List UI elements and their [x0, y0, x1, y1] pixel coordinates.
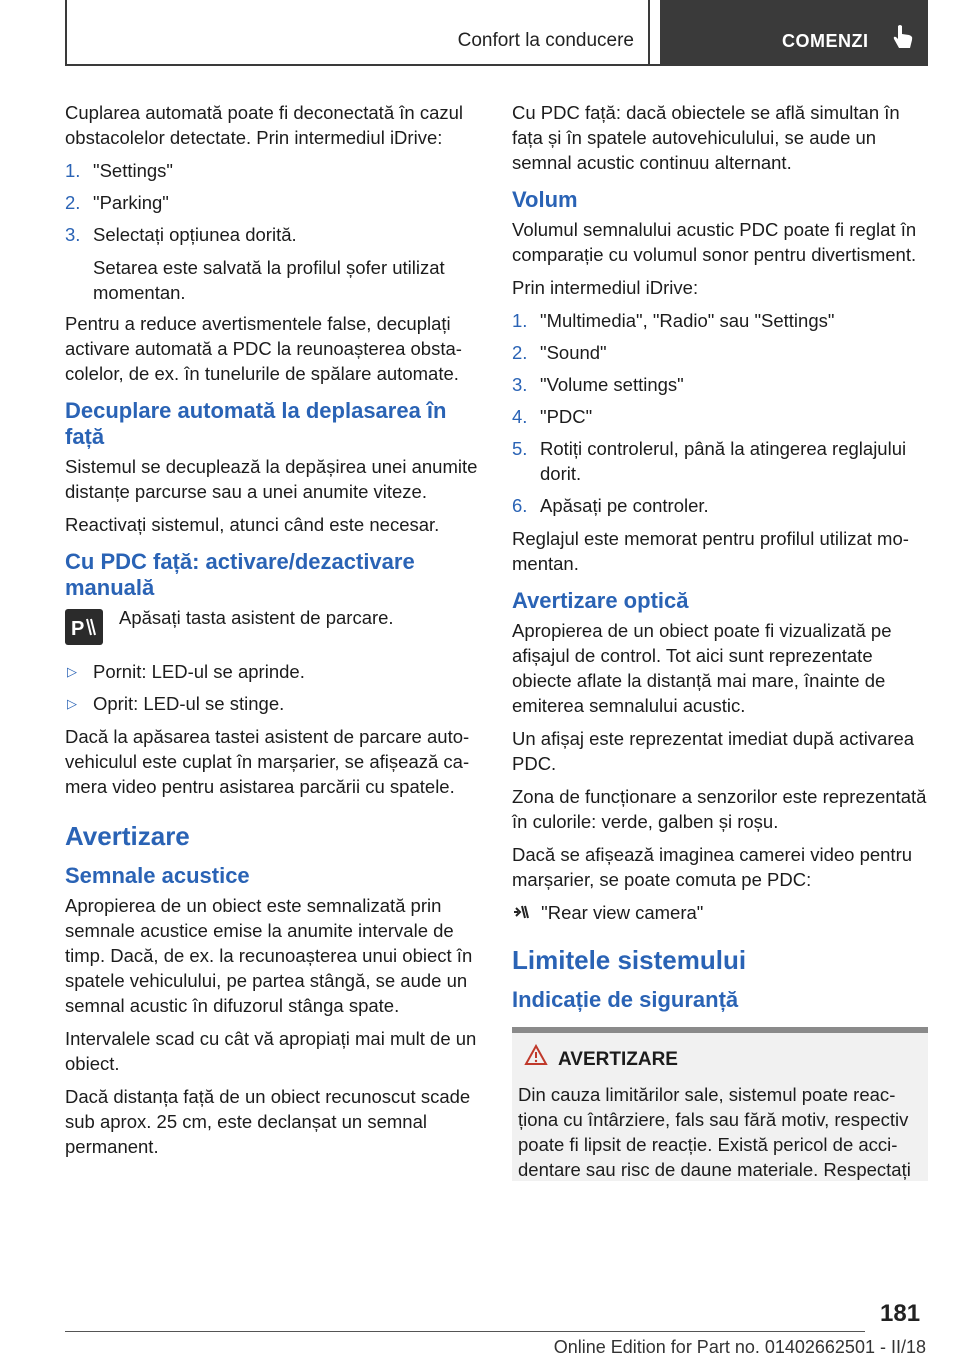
step-number: 5.: [512, 438, 528, 459]
volume-steps-list: [512, 308, 928, 518]
step-text: "Sound": [540, 342, 607, 363]
volum-paragraph: Volumul semnalului acustic PDC poate fi reglat în comparație cu volumul sonor pentru divertisment.: [512, 219, 917, 265]
pdc-camera-icon: [512, 902, 536, 927]
bullet-text: Pornit: LED-ul se aprinde.: [93, 661, 305, 682]
page-number: 181: [880, 1300, 921, 1327]
warning-text: Din cauza limitărilor sale, sistemul poate reacționa cu întârziere, fals sau fără motiv, respectiv poate fi lipsit de reacție. Există pericol de accidentare sau risc de daune materiale. Respectați: [518, 1083, 911, 1180]
warning-title-text: AVERTIZARE: [558, 1048, 678, 1070]
warning-box: [512, 1027, 928, 1181]
list-item: [512, 493, 928, 518]
step-text: "Multimedia", "Radio" sau "Settings": [540, 310, 835, 331]
list-item: [512, 340, 928, 365]
footer-edition: Online Edition for Part no. 01402662501 - II/18: [553, 1337, 926, 1357]
list-item: [65, 659, 481, 684]
rear-camera-text: "Rear view camera": [541, 902, 704, 923]
heading-volum: Volum: [512, 187, 578, 212]
warning-triangle-icon: [524, 1044, 548, 1066]
pdc-paragraph: Cu PDC față: dacă obiectele se află simultan în fața și în spatele autovehiculului, se aude un semnal acustic continuu alternant.: [512, 102, 900, 173]
led-status-list: [65, 659, 481, 716]
step-text: "PDC": [540, 406, 593, 427]
reduce-paragraph: Pentru a reduce avertismentele false, decuplați activare automată a PDC la reunoașterea obstacolelor, de ex. în tunelurile de spălare automate.: [65, 313, 462, 384]
step-number: 4.: [512, 406, 528, 427]
header-divider: [65, 64, 928, 66]
hand-pointer-icon: [892, 24, 914, 55]
reglaj-paragraph: Reglajul este memorat pentru profilul utilizat momentan.: [512, 528, 909, 574]
rear-camera-line: [512, 900, 928, 927]
header-chapter-tab: [660, 0, 928, 64]
triangle-bullet-icon: ▷: [67, 696, 77, 711]
heading-semnale: Semnale acustice: [65, 863, 250, 888]
header-section-title: Confort la conducere: [457, 30, 634, 51]
page-header: [0, 0, 960, 66]
list-item: [65, 222, 481, 247]
decuplare-paragraph-1: Sistemul se decuplează la depășirea unei anumite distanțe parcurse sau a unei anumite viteze.: [65, 456, 478, 502]
step-number: 3.: [512, 374, 528, 395]
decuplare-paragraph-2: Reactivați sistemul, atunci când este necesar.: [65, 514, 440, 535]
list-item: [512, 436, 928, 486]
step-number: 1.: [65, 160, 81, 181]
list-item: [65, 691, 481, 716]
optica-paragraph-4: Dacă se afișează imaginea camerei video pentru marșarier, se poate comuta pe PDC:: [512, 844, 913, 890]
step-text: "Volume settings": [540, 374, 684, 395]
step-number: 2.: [65, 192, 81, 213]
step-text: "Settings": [93, 160, 173, 181]
list-item: [512, 372, 928, 397]
step-note: Setarea este salvată la profilul șofer utilizat momentan.: [93, 257, 445, 303]
svg-text:P: P: [71, 618, 85, 640]
semnale-paragraph-3: Dacă distanța față de un obiect recunoscut scade sub aprox. 25 cm, este declanșat un semnal permanent.: [65, 1086, 471, 1157]
left-column: [65, 100, 481, 1167]
step-text: "Parking": [93, 192, 169, 213]
optica-paragraph-3: Zona de funcționare a senzorilor este reprezentată în culorile: verde, galben și roșu.: [512, 786, 927, 832]
optica-paragraph-2: Un afișaj este reprezentat imediat după activarea PDC.: [512, 728, 915, 774]
idrive-paragraph: Prin intermediul iDrive:: [512, 277, 699, 298]
camera-paragraph: Dacă la apăsarea tastei asistent de parcare autovehiculul este cuplat în marșarier, se afișează camera video pentru asistarea parcării cu spatele.: [65, 726, 470, 797]
header-chapter-title: COMENZI: [782, 31, 869, 51]
list-item: [512, 308, 928, 333]
list-item: [512, 404, 928, 429]
step-number: 6.: [512, 495, 528, 516]
step-number: 1.: [512, 310, 528, 331]
step-number: 2.: [512, 342, 528, 363]
semnale-paragraph-1: Apropierea de un obiect este semnalizată prin semnale acustice emise la anumite intervale de timp. Dacă, de ex. la recunoașterea unui obiect în spatele vehiculului, pe partea stângă, se aude un semnal acustic în difuzorul stânga spate.: [65, 895, 473, 1016]
warning-title: [518, 1047, 920, 1072]
step-text: Rotiți controlerul, până la atingerea reglajului dorit.: [540, 438, 907, 484]
heading-avertizare: Avertizare: [65, 821, 190, 851]
optica-paragraph-1: Apropierea de un obiect poate fi vizualizată pe afișajul de control. Tot aici sunt reprezentate obiecte aflate la distanță mai mare, înainte de emiterea semnalului acustic.: [512, 620, 892, 716]
step-number: 3.: [65, 224, 81, 245]
heading-limitele: Limitele sistemului: [512, 944, 747, 975]
semnale-paragraph-2: Intervalele scad cu cât vă apropiați mai mult de un obiect.: [65, 1028, 477, 1074]
triangle-bullet-icon: ▷: [67, 664, 77, 679]
heading-siguranta: Indicație de siguranță: [512, 986, 739, 1012]
heading-decuplare: Decuplare automată la deplasarea în față: [65, 398, 447, 449]
parking-button-instruction: [65, 605, 481, 649]
intro-paragraph: Cuplarea automată poate fi deconectată în cazul obstacolelor detectate. Prin intermediul iDrive:: [65, 102, 464, 148]
footer-divider: [65, 1331, 865, 1332]
header-section: [67, 0, 650, 64]
parking-assistant-button-icon: [65, 609, 103, 645]
heading-optica: Avertizare optică: [512, 588, 689, 613]
right-column: [512, 100, 928, 1181]
idrive-steps-list: [65, 158, 481, 247]
parking-button-text: Apăsați tasta asistent de parcare.: [119, 607, 394, 628]
list-item: [65, 158, 481, 183]
step-text: Apăsați pe controler.: [540, 495, 709, 516]
bullet-text: Oprit: LED-ul se stinge.: [93, 693, 285, 714]
list-item: [65, 190, 481, 215]
heading-manual: Cu PDC față: activare/dezactivare manuală: [65, 549, 415, 600]
step-text: Selectați opțiunea dorită.: [93, 224, 297, 245]
